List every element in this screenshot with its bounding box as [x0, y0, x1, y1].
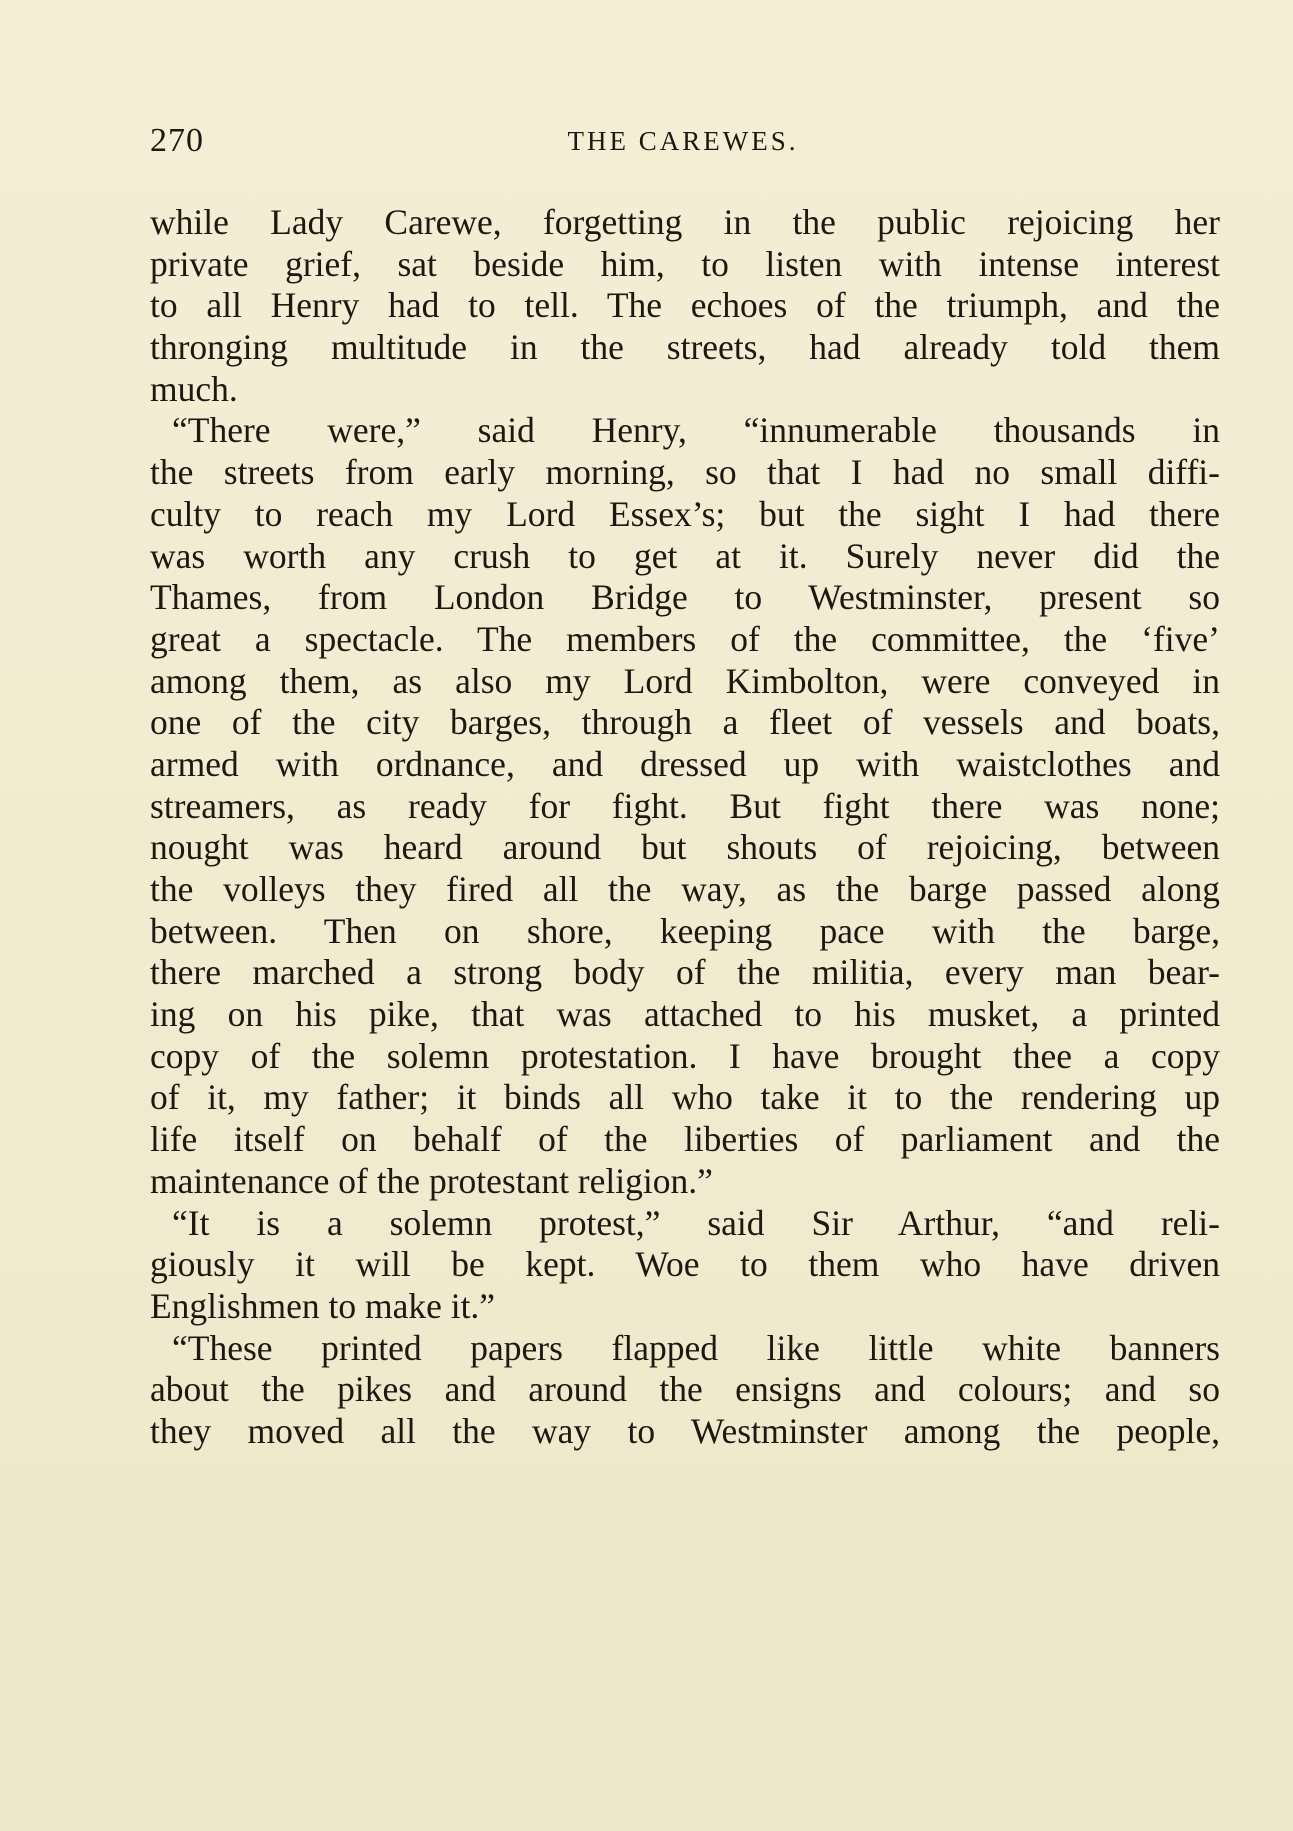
running-title: THE CAREWES.: [567, 126, 799, 156]
text-line: life itself on behalf of the liberties of parliament and the: [150, 1119, 1220, 1160]
text-line: Englishmen to make it.”: [150, 1285, 496, 1326]
text-line: much.: [150, 368, 238, 409]
text-line: there marched a strong body of the militia, every man bear-: [150, 952, 1220, 993]
text-line: while Lady Carewe, forgetting in the public rejoicing her: [150, 202, 1220, 242]
text-line: ing on his pike, that was attached to his musket, a printed: [150, 994, 1220, 1035]
text-line: private grief, sat beside him, to listen with intense interest: [150, 243, 1220, 284]
text-line: “There were,” said Henry, “innumerable thousands in: [172, 410, 1220, 451]
text-line: the streets from early morning, so that I had no small diffi-: [150, 452, 1220, 493]
text-line: Thames, from London Bridge to Westminster, present so: [150, 577, 1220, 618]
text-line: the volleys they fired all the way, as the barge passed along: [150, 869, 1220, 909]
body-text: [150, 202, 1220, 1453]
text-line: copy of the solemn protestation. I have brought thee a copy: [150, 1035, 1220, 1076]
text-line: about the pikes and around the ensigns and colours; and so: [150, 1369, 1220, 1410]
text-line: “It is a solemn protest,” said Sir Arthur, “and reli-: [172, 1202, 1220, 1243]
text-line: among them, as also my Lord Kimbolton, were conveyed in: [150, 660, 1220, 701]
text-line: armed with ordnance, and dressed up with waistclothes and: [150, 743, 1220, 784]
text-line: great a spectacle. The members of the committee, the ‘five’: [150, 618, 1220, 659]
page-number: 270: [150, 122, 204, 159]
text-line: maintenance of the protestant religion.”: [150, 1160, 713, 1201]
text-line: giously it will be kept. Woe to them who have driven: [150, 1244, 1220, 1285]
text-line: they moved all the way to Westminster among the people,: [150, 1410, 1220, 1451]
text-line: nought was heard around but shouts of rejoicing, between: [150, 827, 1220, 868]
text-line: to all Henry had to tell. The echoes of the triumph, and the: [150, 285, 1220, 326]
running-head: [150, 122, 1216, 162]
text-line: of it, my father; it binds all who take it to the rendering up: [150, 1077, 1220, 1118]
text-line: between. Then on shore, keeping pace with the barge,: [150, 910, 1220, 951]
text-line: one of the city barges, through a fleet of vessels and boats,: [150, 702, 1220, 743]
text-line: thronging multitude in the streets, had already told them: [150, 327, 1220, 368]
text-line: streamers, as ready for fight. But fight there was none;: [150, 785, 1220, 826]
text-line: culty to reach my Lord Essex’s; but the sight I had there: [150, 493, 1220, 534]
text-line: “These printed papers flapped like little white banners: [172, 1327, 1220, 1368]
text-line: was worth any crush to get at it. Surely never did the: [150, 535, 1220, 576]
